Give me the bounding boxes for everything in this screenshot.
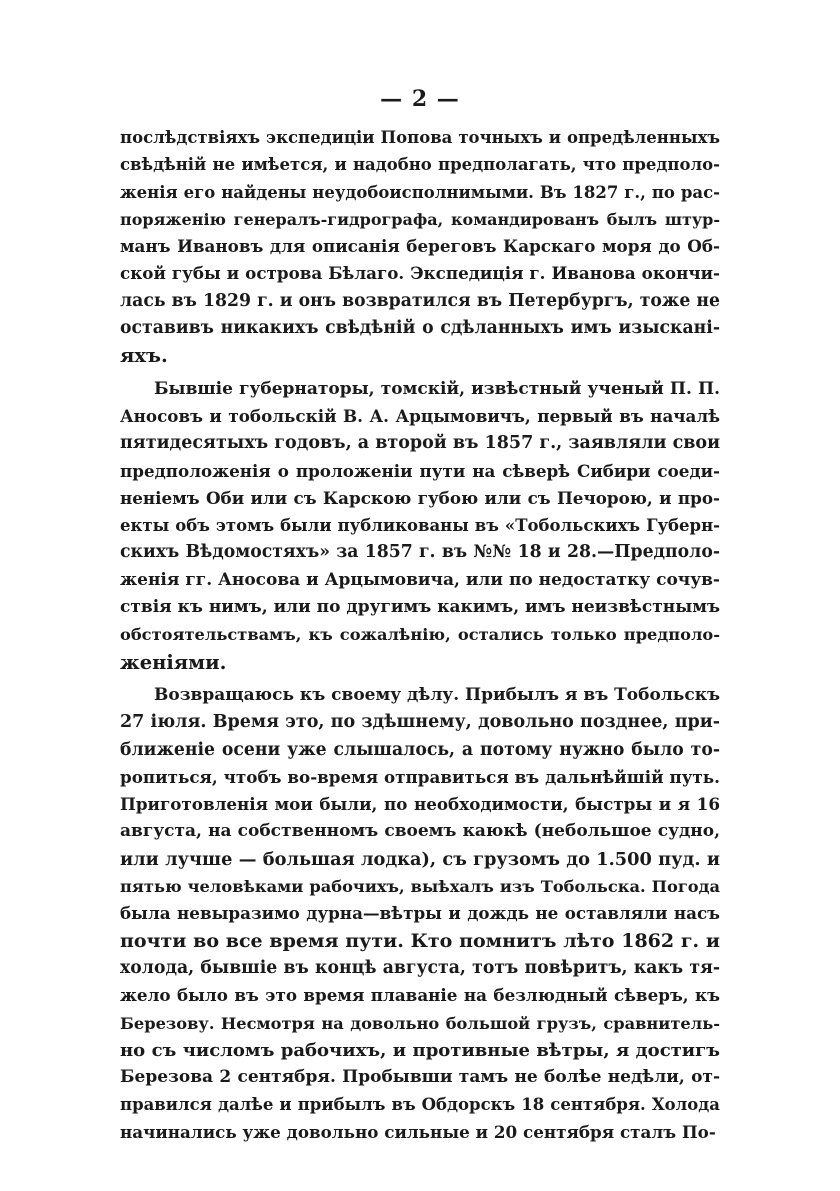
text-line: Березова 2 сентября. Пробывши тамъ не болѣе недѣли, от- <box>120 1067 720 1088</box>
paragraph <box>120 376 720 676</box>
text-line: почти во все время пути. Кто помнитъ лѣто 1862 г. и <box>120 929 720 952</box>
text-line: свѣдѣній не имѣется, и надобно предполагать, что предполо- <box>120 155 720 175</box>
text-line: манъ Ивановъ для описанія береговъ Карскаго моря до Об- <box>120 236 720 257</box>
text-line: ствія къ нимъ, или по другимъ какимъ, имъ неизвѣстнымъ <box>120 597 721 618</box>
text-line: холода, бывшіе въ концѣ августа, тотъ повѣритъ, какъ тя- <box>120 957 720 978</box>
text-line: неніемъ Оби или съ Карскою губою или съ Печорою, и про- <box>120 487 720 508</box>
text-line: женія гг. Аносова и Арцымовича, или по недостатку сочув- <box>120 569 720 590</box>
page-number: — 2 — <box>380 86 460 112</box>
text-line: лась въ 1829 г. и онъ возвратился въ Петербургъ, тоже не <box>120 290 720 311</box>
text-line: или лучше — большая лодка), съ грузомъ до 1.500 пуд. и <box>120 848 720 870</box>
body-text <box>120 124 720 1146</box>
text-line: Бывшіе губернаторы, томскій, извѣстный ученый П. П. <box>154 378 720 399</box>
text-line: начинались уже довольно сильные и 20 сентября сталъ По- <box>120 1121 716 1142</box>
text-line: обстоятельствамъ, къ сожалѣнію, остались только предполо- <box>120 625 720 645</box>
text-line: Аносовъ и тобольскій В. А. Арцымовичъ, первый въ началѣ <box>120 405 720 426</box>
text-line: ропиться, чтобъ во-время отправиться въ дальнѣйшій путь. <box>120 766 720 787</box>
text-line: 27 іюля. Время это, по здѣшнему, довольно позднее, при- <box>120 712 720 733</box>
text-line: Возвращаюсь къ своему дѣлу. Прибылъ я въ Тобольскъ <box>154 684 721 705</box>
text-line: женіями. <box>120 650 227 674</box>
paragraph <box>120 124 720 370</box>
text-line: ближеніе осени уже слышалось, а потому нужно было то- <box>120 739 720 760</box>
text-line: правился далѣе и прибылъ въ Обдорскъ 18 сентября. Холода <box>120 1095 720 1115</box>
text-line: Приготовленія мои были, по необходимости, быстры и я 16 <box>120 794 720 815</box>
text-line: пятидесятыхъ годовъ, а второй въ 1857 г., заявляли свои <box>120 433 721 454</box>
text-line: женія его найдены неудобоисполнимыми. Въ 1827 г., по рас- <box>120 182 720 202</box>
text-line: жело было въ это время плаваніе на безлюдный сѣверъ, къ <box>120 985 720 1006</box>
text-line: но съ числомъ рабочихъ, и противные вѣтры, я достигъ <box>120 1039 720 1061</box>
text-line: Березову. Несмотря на довольно большой грузъ, сравнитель- <box>120 1013 720 1033</box>
text-line: екты объ этомъ были публикованы въ «Тобольскихъ Губерн- <box>120 516 720 536</box>
text-line: августа, на собственномъ своемъ каюкѣ (небольшое судно, <box>120 821 720 842</box>
text-line: ской губы и острова Бѣлаго. Экспедиція г. Иванова окончи- <box>120 263 720 284</box>
text-line: оставивъ никакихъ свѣдѣній о сдѣланныхъ имъ изысканi- <box>120 318 720 339</box>
text-line: поряженію генералъ-гидрографа, командированъ былъ штур- <box>120 209 720 229</box>
paragraph <box>120 682 720 1146</box>
text-line: была невыразимо дурна—вѣтры и дождь не оставляли насъ <box>120 903 720 924</box>
text-line: послѣдствіяхъ экспедиціи Попова точныхъ и опредѣленныхъ <box>120 128 720 147</box>
text-line: скихъ Вѣдомостяхъ» за 1857 г. въ №№ 18 и 28.—Предполо- <box>120 542 720 563</box>
text-line: предположенія о проложеніи пути на сѣверѣ Сибири соеди- <box>120 460 720 481</box>
text-line: яхъ. <box>120 344 168 368</box>
text-line: пятью человѣками рабочихъ, выѣхалъ изъ Тобольска. Погода <box>120 877 720 897</box>
